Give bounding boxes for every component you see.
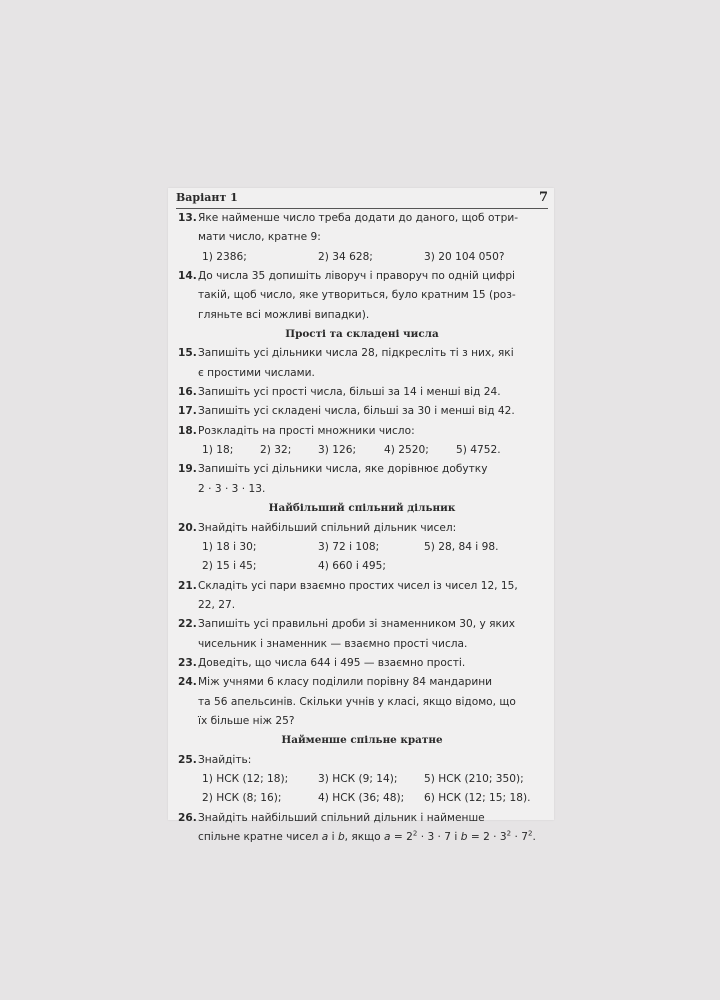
problem-text: 22, 27. <box>198 598 236 611</box>
problem-formula-line <box>176 828 548 847</box>
formula-text: · 7 <box>511 831 528 843</box>
problem-20-options-row-1 <box>176 538 548 557</box>
problem-23 <box>176 654 548 673</box>
formula-text: спільне кратне чисел <box>198 831 322 843</box>
problem-text: Між учнями 6 класу поділили порівну 84 мандарини <box>198 676 493 689</box>
formula-text: = 2 · 3 <box>467 831 507 843</box>
problem-text: такій, щоб число, яке утвориться, було кратним 15 (роз- <box>198 289 516 302</box>
option: 3) 72 і 108; <box>318 540 380 553</box>
problem-number: 25. <box>178 753 197 766</box>
page-content <box>176 188 548 847</box>
option: 4) НСК (36; 48); <box>318 792 405 805</box>
problem-20-options-row-2 <box>176 557 548 576</box>
variant-label: Варіант 1 <box>176 191 238 204</box>
problem-text: Запишіть усі дільники числа, яке дорівнює добутку <box>198 463 488 476</box>
problem-text: Знайдіть найбільший спільний дільник і найменше <box>198 811 485 824</box>
problem-25-options-row-1 <box>176 770 548 789</box>
formula-text: = 2 <box>390 831 413 843</box>
formula-text: , якщо <box>344 831 385 843</box>
problem-19 <box>176 460 548 479</box>
book-page <box>168 188 554 843</box>
problem-text: мати число, кратне 9: <box>198 231 321 244</box>
problem-number: 15. <box>178 347 197 360</box>
problem-18-options <box>176 441 548 460</box>
problem-text: Доведіть, що числа 644 і 495 — взаємно прості. <box>198 656 466 669</box>
variable-a: a <box>384 831 391 843</box>
section-heading: Найменше спільне кратне <box>281 734 443 747</box>
option: 1) 18 і 30; <box>202 540 257 553</box>
problem-text: Знайдіть найбільший спільний дільник чисел: <box>198 521 457 534</box>
page-number: 7 <box>538 190 548 205</box>
problem-25-options-row-2 <box>176 789 548 808</box>
problem-text: є простими числами. <box>198 366 315 379</box>
exponent: 2 <box>412 829 418 838</box>
option: 4) 2520; <box>384 444 429 457</box>
problem-number: 24. <box>178 676 197 689</box>
option: 2) НСК (8; 16); <box>202 792 282 805</box>
option: 5) 28, 84 і 98. <box>424 540 499 553</box>
problem-text: Знайдіть: <box>198 753 252 766</box>
option: 1) 18; <box>202 444 234 457</box>
problem-number: 16. <box>178 386 197 399</box>
problem-25 <box>176 751 548 770</box>
problem-18 <box>176 422 548 441</box>
formula-text: і <box>328 831 338 843</box>
problem-26 <box>176 809 548 828</box>
problem-22 <box>176 615 548 634</box>
option: 2) 34 628; <box>318 250 373 263</box>
option: 1) 2386; <box>202 250 247 263</box>
exponent: 2 <box>527 829 533 838</box>
problem-number: 20. <box>178 521 197 534</box>
problem-text: Запишіть усі прості числа, більші за 14 і менші від 24. <box>198 386 501 399</box>
problem-number: 13. <box>178 212 197 224</box>
problem-number: 21. <box>178 579 197 592</box>
exponent: 2 <box>506 829 512 838</box>
problem-20 <box>176 519 548 538</box>
formula-text: . <box>532 831 536 843</box>
variable-b: b <box>460 831 468 843</box>
problem-13 <box>176 209 548 228</box>
problem-text: та 56 апельсинів. Скільки учнів у класі, якщо відомо, що <box>198 695 516 708</box>
option: 2) 32; <box>260 444 292 457</box>
problem-number: 22. <box>178 618 197 631</box>
problem-number: 18. <box>178 424 197 437</box>
option: 3) 20 104 050? <box>424 250 505 263</box>
problem-text: 2 · 3 · 3 · 13. <box>198 482 266 495</box>
problem-text: До числа 35 допишіть ліворуч і праворуч по одній цифрі <box>198 270 515 283</box>
problem-text: Запишіть усі дільники числа 28, підкресліть ті з них, які <box>198 347 514 360</box>
variable-a: a <box>321 831 329 843</box>
problem-13-options <box>176 248 548 267</box>
problem-number: 19. <box>178 463 197 476</box>
problem-text: Запишіть усі складені числа, більші за 30 і менші від 42. <box>198 405 515 418</box>
problem-text: Яке найменше число треба додати до даного, щоб отри- <box>198 212 519 224</box>
formula-text: · 3 · 7 <box>417 831 452 843</box>
problem-14 <box>176 267 548 286</box>
problem-number: 14. <box>178 270 197 283</box>
option: 1) НСК (12; 18); <box>202 772 289 785</box>
formula-text: і <box>451 831 461 843</box>
problem-text: чисельник і знаменник — взаємно прості числа. <box>198 637 468 650</box>
section-heading: Прості та складені числа <box>285 328 439 341</box>
option: 4) 660 і 495; <box>318 560 386 573</box>
option: 3) НСК (9; 14); <box>318 772 398 785</box>
option: 2) 15 і 45; <box>202 560 257 573</box>
section-heading: Найбільший спільний дільник <box>268 502 456 515</box>
problem-text: Розкладіть на прості множники число: <box>198 424 415 437</box>
problem-17 <box>176 402 548 421</box>
option: 5) НСК (210; 350); <box>424 772 524 785</box>
problem-text: Запишіть усі правильні дроби зі знаменником 30, у яких <box>198 618 516 631</box>
problem-number: 26. <box>178 811 197 824</box>
option: 6) НСК (12; 15; 18). <box>424 792 531 805</box>
option: 5) 4752. <box>456 444 501 457</box>
option: 3) 126; <box>318 444 357 457</box>
variable-b: b <box>337 831 345 843</box>
problem-15 <box>176 344 548 363</box>
problem-number: 23. <box>178 656 197 669</box>
problem-16 <box>176 383 548 402</box>
problem-text: їх більше ніж 25? <box>198 714 295 727</box>
problem-number: 17. <box>178 405 197 418</box>
problem-text: Складіть усі пари взаємно простих чисел із чисел 12, 15, <box>198 579 518 592</box>
problem-21 <box>176 577 548 596</box>
problem-24 <box>176 673 548 692</box>
problem-text: гляньте всі можливі випадки). <box>198 308 370 321</box>
page-header <box>176 188 548 209</box>
